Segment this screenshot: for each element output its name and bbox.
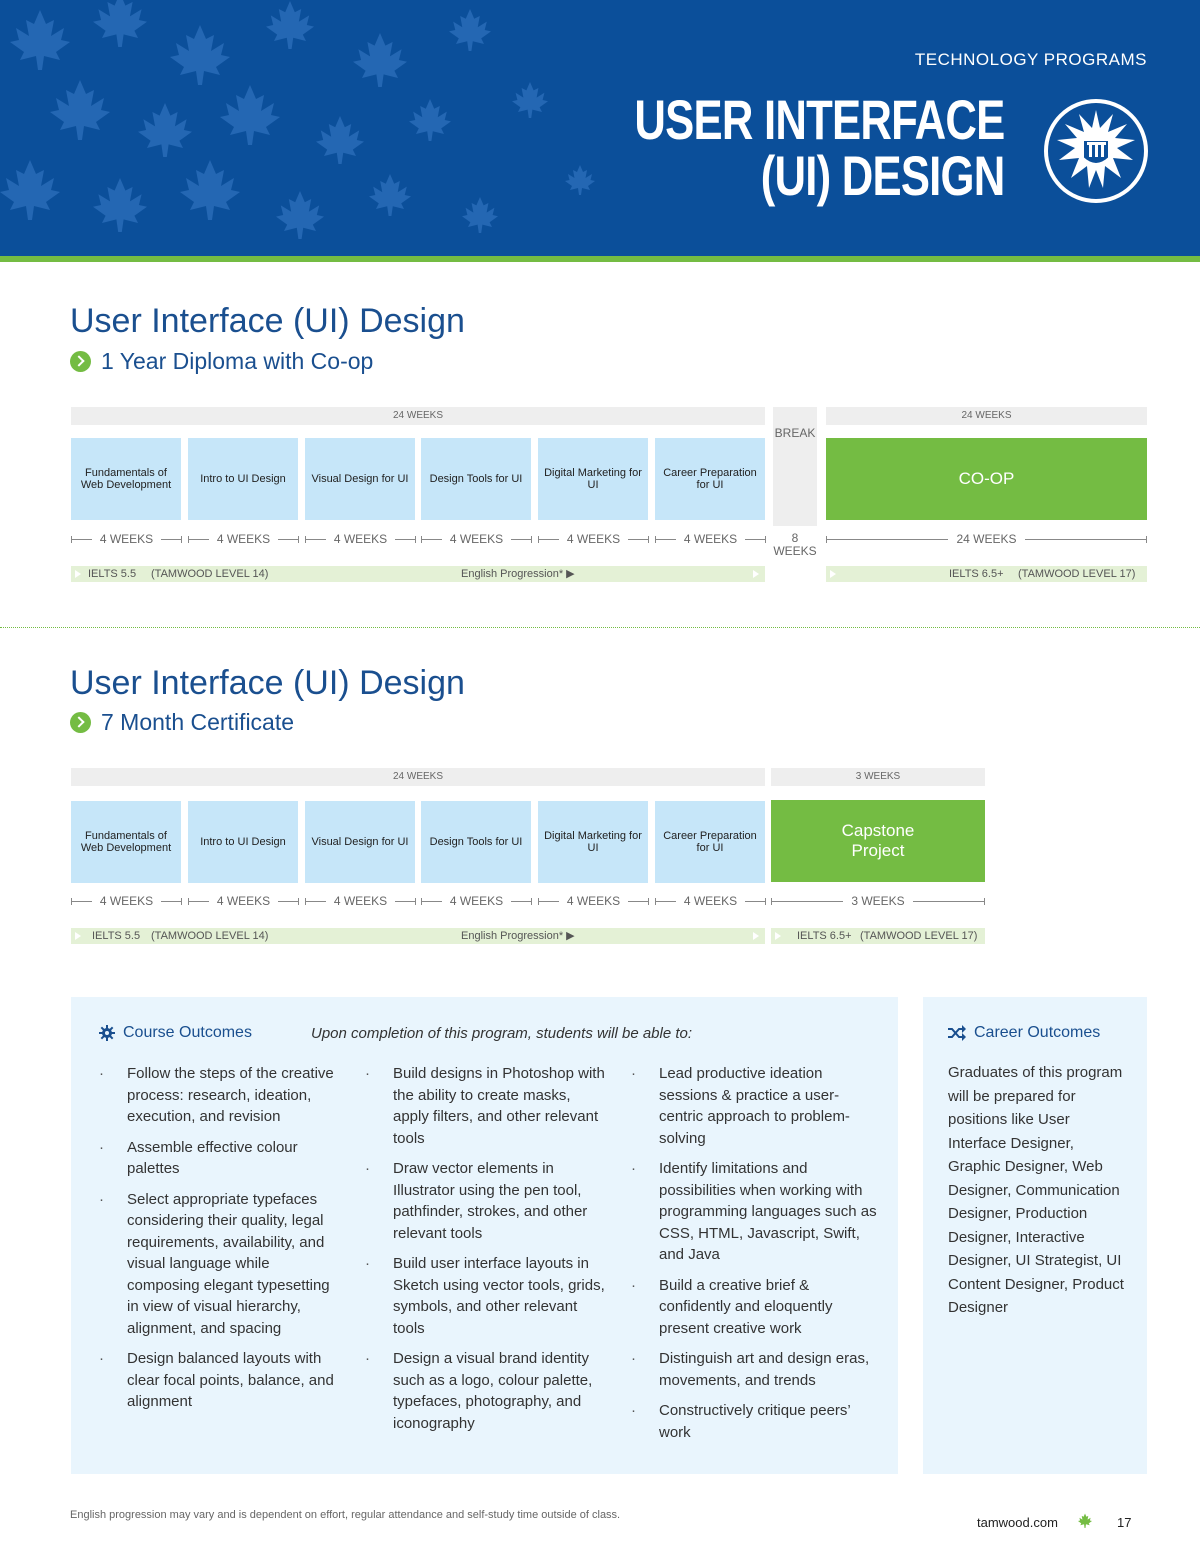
course-box: Design Tools for UI xyxy=(421,801,531,883)
break-weeks-indicator: 8 WEEKS xyxy=(773,531,817,558)
outcomes-column xyxy=(631,1063,881,1452)
course-box: Visual Design for UI xyxy=(305,801,415,883)
page-number: 17 xyxy=(1117,1515,1132,1530)
chevron-right-icon xyxy=(70,351,91,372)
maple-leaf-icon xyxy=(1078,1513,1092,1529)
header-kicker: TECHNOLOGY PROGRAMS xyxy=(914,50,1147,69)
weeks-indicator: 4 WEEKS xyxy=(421,532,532,546)
list-item: · Select appropriate typefaces considering their quality, legal requirements, availability, and visual language while composing elegant typesetting in view of visual hierarchy, alignment, and spacing xyxy=(99,1189,339,1340)
chevron-right-icon xyxy=(70,712,91,733)
page-header xyxy=(0,0,1200,258)
weeks-indicator: 4 WEEKS xyxy=(655,894,766,908)
ielts-target-bar: IELTS 6.5+ (TAMWOOD LEVEL 17) xyxy=(826,566,1147,582)
list-item: · Constructively critique peers’ work xyxy=(631,1400,881,1443)
weeks-indicator: 4 WEEKS xyxy=(305,532,416,546)
header-title-line1: USER INTERFACE xyxy=(633,88,1004,151)
list-item: · Design balanced layouts with clear focal points, balance, and alignment xyxy=(99,1348,339,1413)
diploma-title: User Interface (UI) Design xyxy=(70,302,465,340)
english-progression-bar: IELTS 5.5 (TAMWOOD LEVEL 14) English Progression* ▶ xyxy=(71,928,765,944)
weeks-indicator: 4 WEEKS xyxy=(305,894,416,908)
weeks-indicator: 4 WEEKS xyxy=(71,894,182,908)
career-outcomes-panel xyxy=(923,997,1147,1474)
weeks-indicator: 4 WEEKS xyxy=(655,532,766,546)
coop-duration-bar: 24 WEEKS xyxy=(826,407,1147,425)
footnote: English progression may vary and is dependent on effort, regular attendance and self-study time outside of class. xyxy=(70,1509,621,1521)
footer-url-link[interactable]: tamwood.com xyxy=(977,1515,1058,1530)
course-outcomes-intro: Upon completion of this program, students will be able to: xyxy=(311,1025,693,1042)
course-box: Career Preparation for UI xyxy=(655,438,765,520)
diploma-duration-bar: 24 WEEKS xyxy=(71,407,765,425)
list-item: · Distinguish art and design eras, movements, and trends xyxy=(631,1348,881,1391)
break-box: BREAK xyxy=(773,407,817,526)
ielts-target-bar: IELTS 6.5+ (TAMWOOD LEVEL 17) xyxy=(771,928,985,944)
header-title xyxy=(633,88,1004,207)
outcomes-column xyxy=(99,1063,339,1422)
weeks-indicator: 4 WEEKS xyxy=(71,532,182,546)
list-item: · Draw vector elements in Illustrator using the pen tool, pathfinder, strokes, and other relevant tools xyxy=(365,1158,605,1244)
diploma-subtitle-text: 1 Year Diploma with Co-op xyxy=(101,348,374,374)
list-item: · Build user interface layouts in Sketch using vector tools, grids, symbols, and other relevant tools xyxy=(365,1253,605,1339)
certificate-subtitle xyxy=(70,709,294,736)
gear-icon xyxy=(99,1025,115,1041)
capstone-duration-bar: 3 WEEKS xyxy=(771,768,985,786)
list-item: · Lead productive ideation sessions & practice a user-centric approach to problem-solving xyxy=(631,1063,881,1149)
course-box: Career Preparation for UI xyxy=(655,801,765,883)
course-box: Intro to UI Design xyxy=(188,438,298,520)
course-box: Visual Design for UI xyxy=(305,438,415,520)
certificate-subtitle-text: 7 Month Certificate xyxy=(101,709,295,735)
course-outcomes-heading: Course Outcomes xyxy=(99,1024,252,1042)
list-item: · Build a creative brief & confidently and eloquently present creative work xyxy=(631,1275,881,1340)
header-title-line2: (UI) DESIGN xyxy=(760,144,1004,207)
shuffle-icon xyxy=(948,1025,966,1041)
weeks-indicator: 4 WEEKS xyxy=(538,894,649,908)
list-item: · Build designs in Photoshop with the ability to create masks, apply filters, and other relevant tools xyxy=(365,1063,605,1149)
outcomes-column xyxy=(365,1063,605,1443)
capstone-box: Capstone Project xyxy=(771,800,985,882)
coop-box: CO-OP xyxy=(826,438,1147,520)
list-item: · Assemble effective colour palettes xyxy=(99,1137,339,1180)
header-accent-stripe xyxy=(0,256,1200,262)
course-box: Fundamentals of Web Development xyxy=(71,801,181,883)
certificate-title: User Interface (UI) Design xyxy=(70,664,465,702)
maple-leaf-pattern-icon xyxy=(0,0,700,258)
course-box: Fundamentals of Web Development xyxy=(71,438,181,520)
course-box: Digital Marketing for UI xyxy=(538,438,648,520)
course-box: Design Tools for UI xyxy=(421,438,531,520)
diploma-subtitle xyxy=(70,348,373,375)
list-item: · Identify limitations and possibilities when working with programming languages such as CSS, HTML, Javascript, Swift, and Java xyxy=(631,1158,881,1266)
list-item: · Follow the steps of the creative process: research, ideation, execution, and revision xyxy=(99,1063,339,1128)
weeks-indicator: 4 WEEKS xyxy=(538,532,649,546)
tamwood-crest-icon xyxy=(1043,98,1149,204)
english-progression-bar: IELTS 5.5 (TAMWOOD LEVEL 14) English Progression* ▶ xyxy=(71,566,765,582)
course-outcomes-panel xyxy=(71,997,898,1474)
course-box: Digital Marketing for UI xyxy=(538,801,648,883)
weeks-indicator: 4 WEEKS xyxy=(188,532,299,546)
career-outcomes-text: Graduates of this program will be prepared for positions like User Interface Designer, Graphic Designer, Web Designer, Communication Designer, Production Designer, Interactive Designer, UI Strategist, UI Content Designer, Product Designer xyxy=(948,1064,1124,1316)
course-box: Intro to UI Design xyxy=(188,801,298,883)
weeks-indicator: 4 WEEKS xyxy=(188,894,299,908)
career-outcomes-heading: Career Outcomes xyxy=(948,1024,1100,1042)
coop-weeks-indicator: 24 WEEKS xyxy=(826,532,1147,546)
section-divider xyxy=(0,627,1200,628)
list-item: · Design a visual brand identity such as a logo, colour palette, typefaces, photography, and iconography xyxy=(365,1348,605,1434)
weeks-indicator: 4 WEEKS xyxy=(421,894,532,908)
capstone-weeks-indicator: 3 WEEKS xyxy=(771,894,985,908)
certificate-duration-bar: 24 WEEKS xyxy=(71,768,765,786)
